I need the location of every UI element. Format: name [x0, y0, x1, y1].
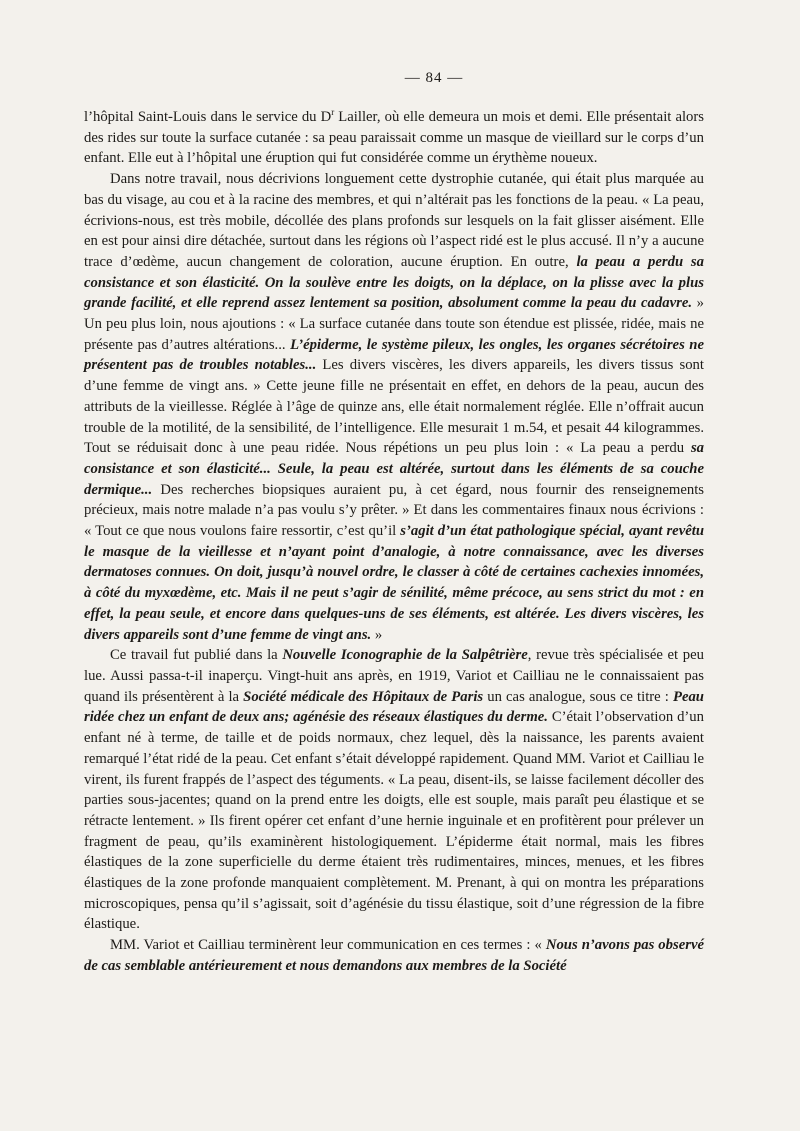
italic-text-run: s’agit d’un état pathologique spécial, ayant revêtu le masque de la vieillesse et n’ayant point d’analogie, à notre connaissance, avec les diverses dermatoses connues. On doit, jusqu’à nouvel ordre, le classer à côté de certaines cachexies innomées, à côté du myxœdème, etc. Mais il ne peut s’agir de sénilité, même précoce, au sens strict du mot : en effet, la peau seule, et encore dans quelques-uns de ses éléments, est altérée. Les divers viscères, les divers appareils sont d’une femme de vingt ans. — [84, 523, 704, 643]
text-run: » Un peu plus loin, nous ajoutions : « La surface cutanée dans toute son étendue est plissée, ridée, mais ne présente pas d’autres altérations... — [84, 295, 705, 353]
text-run: un cas analogue, sous ce titre : — [483, 688, 673, 705]
text-run: l’hôpital Saint-Louis dans le service du D — [84, 109, 332, 125]
text-run: Lailler, où elle demeura un mois et demi. Elle présentait alors des rides sur toute la surface cutanée : sa peau paraissait comme un masque de vieillard sur le corps d’un enfant. Elle eut à l’hôpital une éruption qui fut considérée comme un érythème noueux. — [84, 109, 704, 167]
italic-text-run: Nous n’avons pas observé de cas semblable antérieurement et nous demandons aux membres de la Société — [84, 937, 704, 974]
page-number: — 84 — — [404, 70, 464, 86]
italic-text-run: sa consistance et son élasticité... Seule, la peau est altérée, surtout dans les éléments de sa couche dermique... — [84, 440, 704, 498]
text-run: MM. Variot et Cailliau terminèrent leur communication en ces termes : « — [110, 937, 546, 954]
text-run: , revue très spécialisée et peu lue. Aussi passa-t-il inaperçu. Vingt-huit ans après, en 1919, Variot et Cailliau ne le connaissaient pas quand ils présentèrent à la — [84, 647, 704, 705]
text-run: C’était l’observation d’un enfant né à terme, de taille et de poids normaux, chez lequel, dès la naissance, les parents avaient remarqué l’état ridé de la peau. Cet enfant s’était développé rapidement. Quand MM. Variot et Cailliau le virent, ils furent frappés de l’aspect des téguments. « La peau, disent-ils, se laisse facilement décoller des parties sous-jacentes; quand on la prend entre les doigts, elle est souple, mais paraît peu élastique et se rétracte lentement. » Ils firent opérer cet enfant d’une hernie inguinale et en profitèrent pour prélever un fragment de peau, qu’ils examinèrent histologiquement. L’épiderme était normal, mais les fibres élastiques de la zone superficielle du derme étaient très rudimentaires, minces, menues, et les fibres élastiques de la zone profonde manquaient complètement. M. Prenant, à qui on montra les préparations microscopiques, pensa qu’il s’agissait, soit d’agénésie du tissu élastique, soit d’une régression de la fibre élastique. — [84, 709, 704, 933]
text-run: Dans notre travail, nous décrivions longuement cette dystrophie cutanée, qui était plus marquée au bas du visage, au cou et à la racine des membres, et qui n’altérait pas les fonctions de la peau. « La peau, écrivions-nous, est très mobile, décollée des plans profonds sur lesquels on la fait glisser aisément. Elle en est pour ainsi dire détachée, surtout dans les régions où l’aspect ridé est le plus accusé. Il n’y a aucune trace d’œdème, aucun changement de coloration, aucune éruption. En outre, — [84, 171, 704, 270]
italic-text-run: la peau a perdu sa consistance et son élasticité. On la soulève entre les doigts, on la déplace, on la plisse avec la plus grande facilité, et elle reprend assez lentement sa position, absolument comme la peau du cadavre. — [84, 253, 704, 312]
text-run: Des recherches biopsiques auraient pu, à cet égard, nous fournir des renseignements précieux, mais notre malade n’a pas voulu s’y prêter. » Et dans les commentaires finaux nous écrivions : « Tout ce que nous voulons faire ressortir, c’est qu’il — [84, 481, 704, 540]
paragraph — [84, 169, 704, 645]
text-run: » — [371, 626, 383, 643]
italic-text-run: Société médicale des Hôpitaux de Paris — [243, 688, 484, 705]
paragraph — [84, 645, 704, 935]
text-run: Ce travail fut publié dans la — [110, 647, 283, 664]
paragraph — [84, 935, 704, 976]
italic-text-run: Peau ridée chez un enfant de deux ans; agénésie des réseaux élastiques du derme. — [84, 688, 704, 726]
paragraph — [84, 107, 704, 169]
text-run: Les divers viscères, les divers appareils, les divers tissus sont d’une femme de vingt ans. » Cette jeune fille ne présentait en effet, en dehors de la peau, aucun des attributs de la vieillesse. Réglée à l’âge de quinze ans, elle était normalement réglée. Elle n’offrait aucun trouble de la motilité, de la sensibilité, de l’intelligence. Elle mesurait 1 m.54, et pesait 44 kilogrammes. Tout se réduisait donc à une peau ridée. Nous répétions un peu plus loin : « La peau a perdu — [84, 357, 704, 457]
superscript: r — [331, 107, 335, 118]
body-text — [84, 107, 704, 977]
italic-text-run: Nouvelle Iconographie de la Salpêtrière — [282, 647, 528, 664]
italic-text-run: L’épiderme, le système pileux, les ongles, les organes sécrétoires ne présentent pas de troubles notables... — [84, 336, 704, 374]
